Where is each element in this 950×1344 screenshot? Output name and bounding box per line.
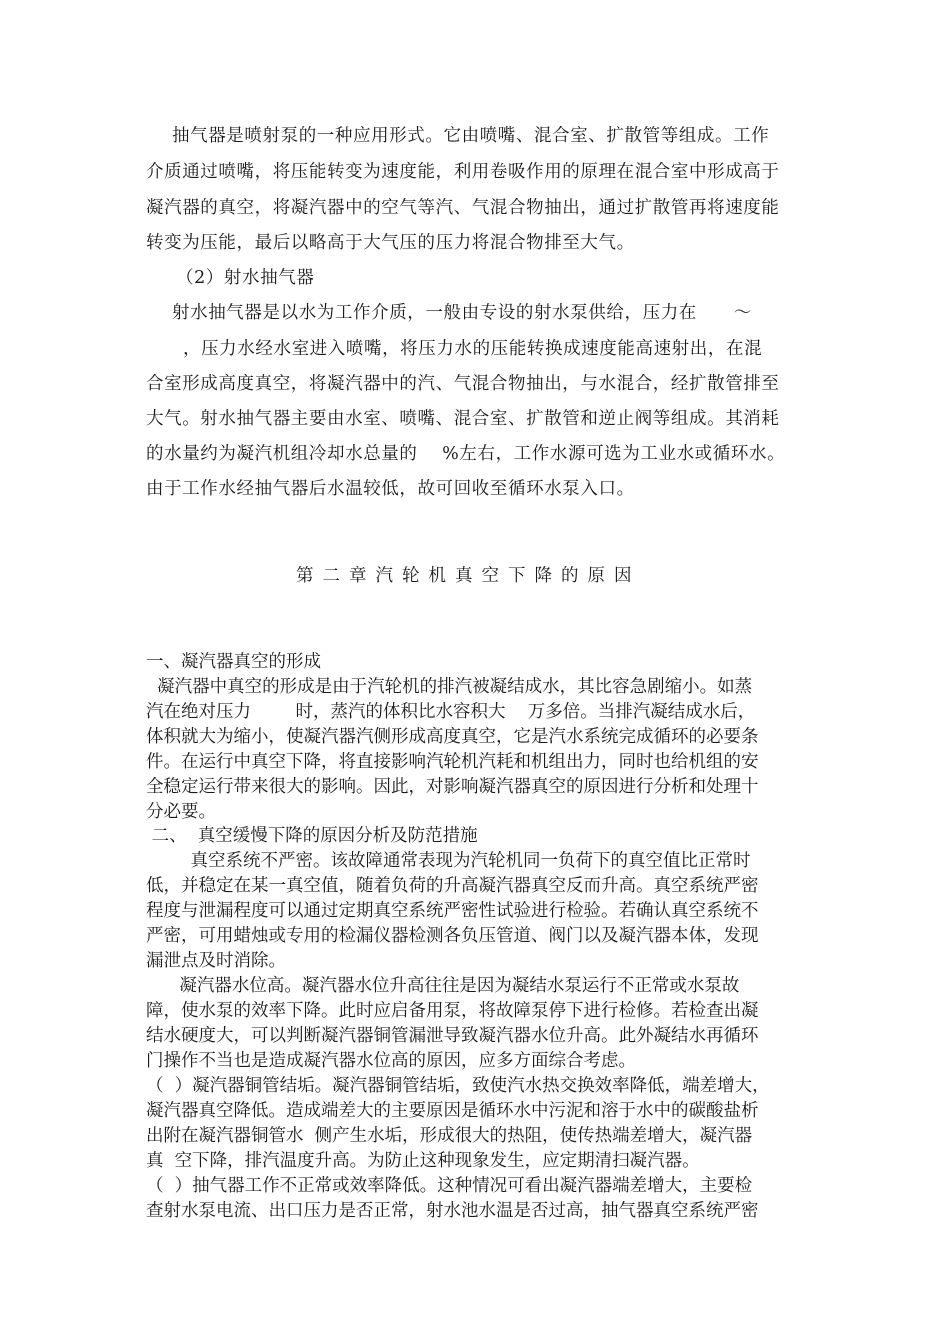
text-line: （ ）凝汽器铜管结垢。凝汽器铜管结垢，致使汽水热交换效率降低，端差增大， — [146, 1076, 770, 1096]
text-line: 凝汽器水位高。凝汽器水位升高往往是因为凝结水泵运行不正常或水泵故 — [146, 976, 740, 996]
text-line: 分必要。 — [146, 802, 216, 822]
subheading-water-ejector: （2）射水抽气器 — [176, 268, 315, 288]
text-line: 全稳定运行带来很大的影响。因此，对影响凝汽器真空的原因进行分析和处理十 — [146, 777, 759, 797]
section-heading-slow-vacuum-drop: 二、 真空缓慢下降的原因分析及防范措施 — [146, 826, 478, 846]
text-line: 真空系统不严密。该故障通常表现为汽轮机同一负荷下的真空值比正常时 — [146, 851, 751, 871]
text-line: 结水硬度大，可以判断凝汽器铜管漏泄导致凝汽器水位升高。此外凝结水再循环 — [146, 1026, 759, 1046]
text-line: 的水量约为凝汽机组冷却水总量的 %左右，工作水源可选为工业水或循环水。 — [146, 444, 786, 464]
text-line: （ ）抽气器工作不正常或效率降低。这种情况可看出凝汽器端差增大，主要检 — [146, 1176, 753, 1196]
text-line: 严密，可用蜡烛或专用的检漏仪器检测各负压管道、阀门以及凝汽器本体，发现 — [146, 926, 759, 946]
text-line: 转变为压能，最后以略高于大气压的压力将混合物排至大气。 — [146, 233, 635, 253]
text-line: 由于工作水经抽气器后水温较低，故可回收至循环水泵入口。 — [146, 479, 635, 499]
text-line: ，压力水经水室进入喷嘴，将压力水的压能转换成速度能高速射出，在混 — [146, 339, 763, 359]
text-line: 查射水泵电流、出口压力是否正常，射水池水温是否过高，抽气器真空系统严密 — [146, 1201, 759, 1221]
text-line: 门操作不当也是造成凝汽器水位高的原因，应多方面综合考虑。 — [146, 1051, 636, 1071]
text-line: 射水抽气器是以水为工作介质，一般由专设的射水泵供给，压力在 ～ — [172, 303, 752, 323]
text-line: 大气。射水抽气器主要由水室、喷嘴、混合室、扩散管和逆止阀等组成。其消耗 — [146, 409, 780, 429]
text-line: 凝汽器的真空，将凝汽器中的空气等汽、气混合物抽出，通过扩散管再将速度能 — [146, 198, 780, 218]
text-line: 出附在凝汽器铜管水 侧产生水垢，形成很大的热阻，使传热端差增大，凝汽器 — [146, 1126, 753, 1146]
text-line: 抽气器是喷射泵的一种应用形式。它由喷嘴、混合室、扩散管等组成。工作 — [172, 126, 770, 146]
text-line: 漏泄点及时消除。 — [146, 951, 286, 971]
text-line: 凝汽器真空降低。造成端差大的主要原因是循环水中污泥和溶于水中的碳酸盐析 — [146, 1101, 759, 1121]
text-line: 件。在运行中真空下降，将直接影响汽轮机汽耗和机组出力，同时也给机组的安 — [146, 752, 759, 772]
text-line: 体积就大为缩小，使凝汽器汽侧形成高度真空，它是汽水系统完成循环的必要条 — [146, 727, 759, 747]
text-line: 障，使水泵的效率下降。此时应启备用泵，将故障泵停下进行检修。若检查出凝 — [146, 1001, 759, 1021]
text-line: 真 空下降，排汽温度升高。为防止这种现象发生，应定期清扫凝汽器。 — [146, 1151, 700, 1171]
section-heading-vacuum-formation: 一、凝汽器真空的形成 — [146, 652, 321, 672]
text-line: 介质通过喷嘴，将压能转变为速度能，利用卷吸作用的原理在混合室中形成高于 — [146, 162, 780, 182]
text-line: 程度与泄漏程度可以通过定期真空系统严密性试验进行检验。若确认真空系统不 — [146, 901, 759, 921]
text-line: 汽在绝对压力 时，蒸汽的体积比水容积大 万多倍。当排汽凝结成水后， — [146, 702, 756, 722]
text-line: 合室形成高度真空，将凝汽器中的汽、气混合物抽出，与水混合，经扩散管排至 — [146, 374, 780, 394]
chapter-title: 第二章汽轮机真空下降的原因 — [296, 566, 641, 586]
text-line: 低，并稳定在某一真空值，随着负荷的升高凝汽器真空反而升高。真空系统严密 — [146, 876, 759, 896]
text-line: 凝汽器中真空的形成是由于汽轮机的排汽被凝结成水，其比容急剧缩小。如蒸 — [146, 677, 753, 697]
